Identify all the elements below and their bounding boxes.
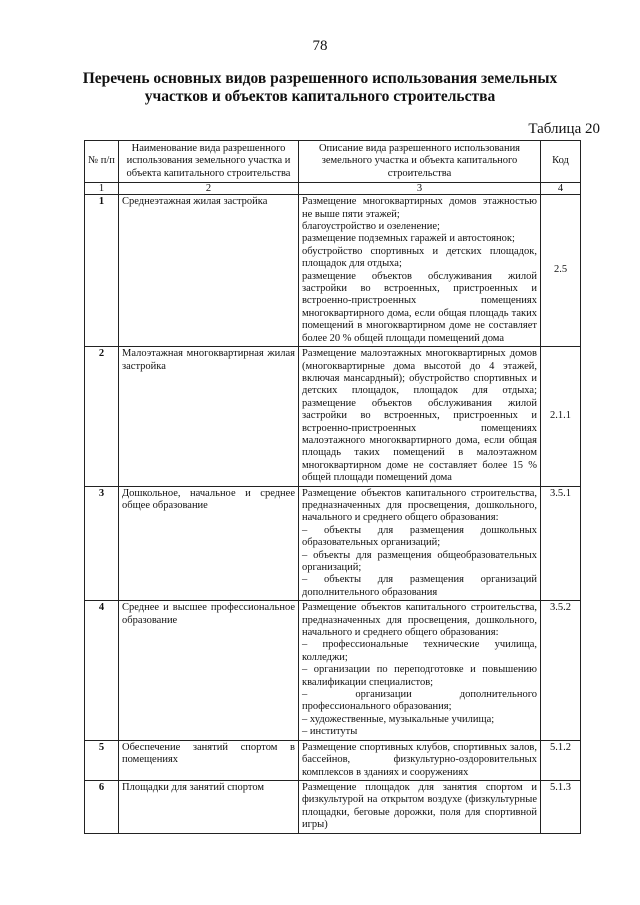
use-code: 5.1.2 [541, 740, 581, 780]
land-use-table [84, 140, 581, 834]
description-line: – художественные, музыкальные училища; [302, 713, 495, 725]
use-description [299, 740, 541, 780]
table-header-row [85, 141, 581, 183]
use-name: Площадки для занятий спортом [119, 780, 299, 833]
description-line: Размещение малоэтажных многоквартирных домов (многоквартирные дома высотой до 4 этажей, включая мансардный); обустройство спортивных и детских площадок, площадок для отдыха; размещение объектов обслуживания жилой застройки во встроенных, пристроенных и встроенно-пристроенных помещениях малоэтажного многоквартирного дома, если общая площадь таких помещений в малоэтажном многоквартирном доме не составляет более 15 % общей площади помещений дома [302, 348, 537, 484]
use-name: Среднее и высшее профессиональное образование [119, 601, 299, 740]
use-description [299, 347, 541, 486]
page-title [60, 70, 580, 106]
description-line: Размещение спортивных клубов, спортивных залов, бассейнов, физкультурно-оздоровительных комплексов в зданиях и сооружениях [302, 741, 537, 778]
description-line: Размещение многоквартирных домов этажностью не выше пяти этажей; [302, 196, 537, 220]
description-line: – институты [302, 726, 358, 738]
table-row [85, 601, 581, 740]
description-line: обустройство спортивных и детских площадок, площадок для отдыха; [302, 245, 537, 270]
description-line: Размещение объектов капитального строительства, предназначенных для просвещения, дошкольного, начального и среднего общего образования: [302, 487, 537, 524]
title-line-2: участков и объектов капитального строительства [144, 88, 496, 105]
table-row [85, 347, 581, 486]
table-row [85, 486, 581, 601]
title-line-1: Перечень основных видов разрешенного использования земельных [82, 70, 558, 87]
row-number: 1 [85, 195, 119, 347]
use-code: 3.5.2 [541, 601, 581, 740]
column-number: 1 [85, 183, 119, 195]
column-number: 2 [119, 183, 299, 195]
row-number: 6 [85, 780, 119, 833]
use-description [299, 195, 541, 347]
column-number: 3 [299, 183, 541, 195]
use-code: 5.1.3 [541, 780, 581, 833]
description-line: Размещение площадок для занятия спортом и физкультурой на открытом воздухе (физкультурные площадки, беговые дорожки, поля для спортивной игры) [302, 781, 537, 831]
use-name: Среднеэтажная жилая застройка [119, 195, 299, 347]
description-line: размещение подземных гаражей и автостоянок; [302, 233, 515, 245]
use-code: 2.1.1 [541, 347, 581, 486]
description-line: – объекты для размещения организаций дополнительного образования [302, 574, 537, 598]
use-code: 2.5 [541, 195, 581, 347]
column-number-row [85, 183, 581, 195]
description-line: – объекты для размещения дошкольных образовательных организаций; [302, 524, 537, 549]
table-row [85, 740, 581, 780]
description-line: – организации дополнительного профессионального образования; [302, 689, 537, 713]
table-label: Таблица 20 [528, 121, 600, 137]
header-desc: Описание вида разрешенного использования земельного участка и объекта капитального строительства [299, 141, 541, 183]
use-code: 3.5.1 [541, 486, 581, 601]
use-name: Дошкольное, начальное и среднее общее образование [119, 486, 299, 601]
row-number: 4 [85, 601, 119, 740]
use-name: Малоэтажная многоквартирная жилая застройка [119, 347, 299, 486]
description-line: Размещение объектов капитального строительства, предназначенных для просвещения, дошкольного, начального и среднего общего образования: [302, 602, 537, 639]
description-line: благоустройство и озеленение; [302, 221, 440, 233]
table-row [85, 195, 581, 347]
column-number: 4 [541, 183, 581, 195]
description-line: – профессиональные технические училища, колледжи; [302, 639, 537, 663]
row-number: 5 [85, 740, 119, 780]
page-number: 78 [312, 38, 328, 54]
use-description [299, 780, 541, 833]
use-description [299, 601, 541, 740]
header-name: Наименование вида разрешенного использования земельного участка и объекта капитального строительства [119, 141, 299, 183]
row-number: 2 [85, 347, 119, 486]
header-num: № п/п [85, 141, 119, 183]
use-name: Обеспечение занятий спортом в помещениях [119, 740, 299, 780]
description-line: – организации по переподготовке и повышению квалификации специалистов; [302, 664, 537, 688]
table-row [85, 780, 581, 833]
use-description [299, 486, 541, 601]
row-number: 3 [85, 486, 119, 601]
description-line: размещение объектов обслуживания жилой застройки во встроенных, пристроенных и встроенно-пристроенных помещениях многоквартирного дома, если общая площадь таких помещений в многоквартирном доме не составляет более 20 % общей площади помещений дома [302, 270, 537, 344]
header-code: Код [541, 141, 581, 183]
description-line: – объекты для размещения общеобразовательных организаций; [302, 549, 537, 573]
